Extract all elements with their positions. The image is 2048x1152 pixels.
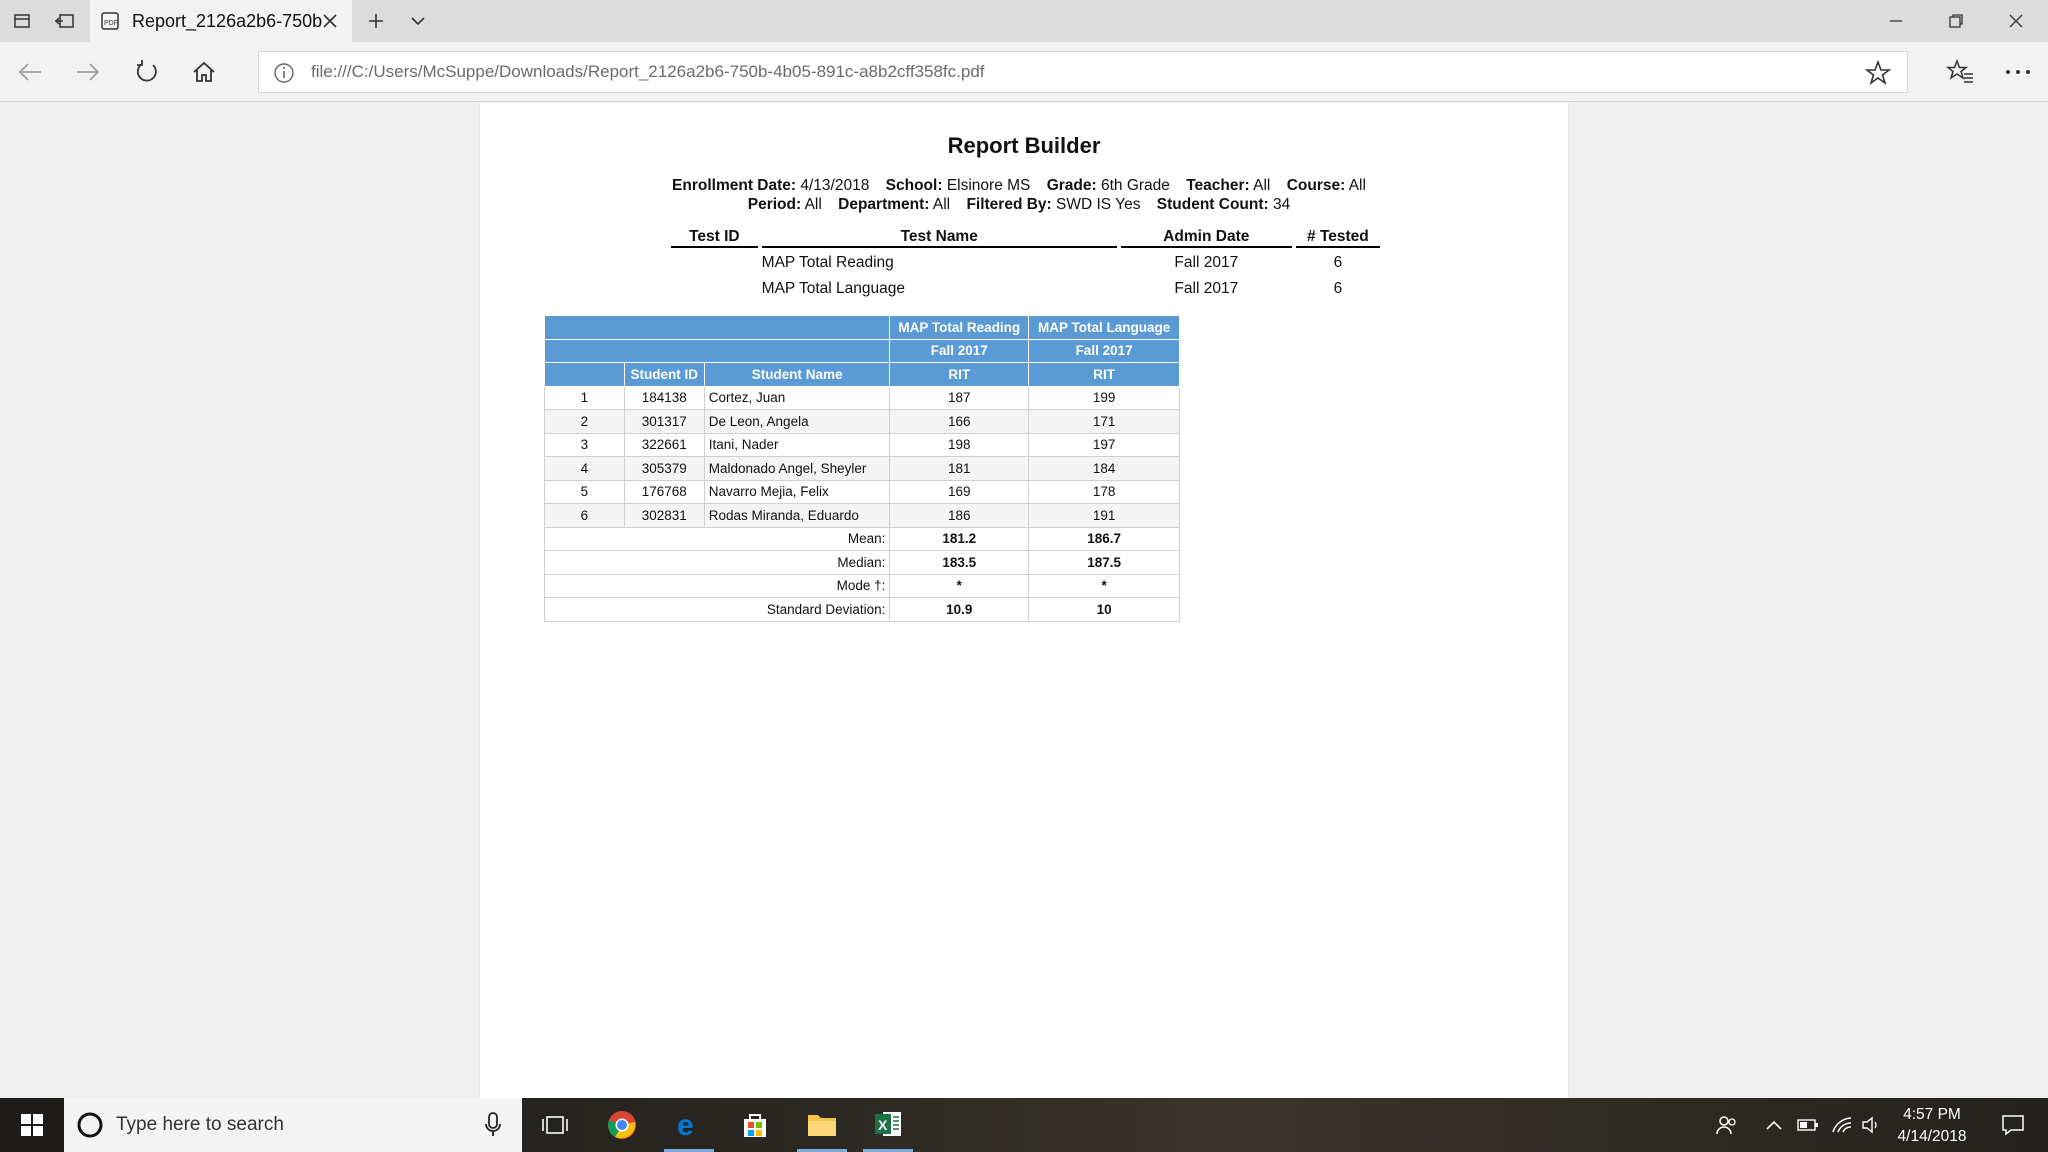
favorite-star-icon[interactable] — [1865, 60, 1891, 91]
meta-label: Grade: — [1046, 177, 1097, 194]
meta-label: Course: — [1286, 177, 1346, 194]
student-id: 322661 — [624, 433, 704, 457]
task-view-icon[interactable] — [530, 1098, 580, 1152]
col-header-student-name: Student Name — [704, 363, 890, 387]
table-row — [671, 274, 1380, 300]
student-scores-table — [544, 315, 1180, 622]
rit-language: 191 — [1029, 504, 1180, 528]
more-options-icon[interactable] — [1996, 50, 2040, 94]
meta-value: All — [1253, 177, 1271, 194]
test-header-language: MAP Total Language — [1029, 316, 1180, 340]
stat-label: Mode †: — [545, 574, 890, 598]
tested-count: 6 — [1333, 254, 1343, 271]
student-id: 176768 — [624, 480, 704, 504]
chrome-icon[interactable] — [597, 1098, 647, 1152]
pdf-icon — [100, 11, 120, 36]
table-row — [545, 457, 1180, 481]
back-icon[interactable] — [8, 50, 52, 94]
meta-value: All — [1348, 177, 1366, 194]
stats-row — [545, 574, 1180, 598]
home-icon[interactable] — [182, 50, 226, 94]
row-number: 5 — [545, 480, 625, 504]
student-id: 301317 — [624, 410, 704, 434]
stat-language: 10 — [1029, 598, 1180, 622]
rit-language: 199 — [1029, 386, 1180, 410]
student-name: Itani, Nader — [704, 433, 890, 457]
microphone-icon[interactable] — [484, 1112, 502, 1143]
url-text: file:///C:/Users/McSuppe/Downloads/Report_2126a2b6-750b-4b05-891c-a8b2cff358fc.pdf — [311, 62, 985, 81]
rit-language: 184 — [1029, 457, 1180, 481]
rit-reading: 166 — [890, 410, 1029, 434]
meta-label: Department: — [838, 196, 930, 213]
table-row — [545, 433, 1180, 457]
header-blank — [545, 316, 890, 340]
tab-manager-icon[interactable] — [0, 0, 44, 42]
people-icon[interactable] — [1706, 1098, 1748, 1152]
action-center-icon[interactable] — [1988, 1098, 2038, 1152]
admin-date: Fall 2017 — [1174, 280, 1239, 297]
windows-start-icon[interactable] — [0, 1098, 64, 1152]
clock-date: 4/14/2018 — [1897, 1128, 1967, 1145]
close-window-icon[interactable] — [1986, 0, 2046, 42]
student-name: De Leon, Angela — [704, 410, 890, 434]
test-name: MAP Total Reading — [761, 254, 894, 271]
student-name: Maldonado Angel, Sheyler — [704, 457, 890, 481]
meta-value: 34 — [1273, 196, 1291, 213]
header-blank — [545, 363, 625, 387]
file-explorer-icon[interactable] — [797, 1098, 847, 1152]
row-number: 3 — [545, 433, 625, 457]
report-title: Report Builder — [947, 133, 1101, 158]
test-header-reading: MAP Total Reading — [890, 316, 1029, 340]
table-row — [545, 386, 1180, 410]
svg-text:e: e — [677, 1108, 694, 1139]
rit-reading: 186 — [890, 504, 1029, 528]
meta-label: Enrollment Date: — [672, 177, 797, 194]
edge-icon[interactable] — [664, 1098, 714, 1152]
minimize-icon[interactable] — [1866, 0, 1926, 42]
table-row — [545, 504, 1180, 528]
stat-reading: 183.5 — [890, 551, 1029, 575]
test-id — [671, 274, 758, 300]
admin-date: Fall 2017 — [1174, 254, 1239, 271]
set-tabs-aside-icon[interactable] — [42, 0, 86, 42]
student-id: 184138 — [624, 386, 704, 410]
col-header-test-name: Test Name — [762, 226, 1117, 248]
pdf-viewer[interactable] — [0, 103, 2048, 1098]
student-id: 305379 — [624, 457, 704, 481]
term-header-language: Fall 2017 — [1029, 339, 1180, 363]
taskbar-search-box[interactable] — [64, 1098, 522, 1152]
navigation-bar — [0, 42, 2048, 102]
col-header-test-id: Test ID — [671, 226, 758, 248]
rit-reading: 169 — [890, 480, 1029, 504]
meta-label: Student Count: — [1156, 196, 1269, 213]
row-number: 4 — [545, 457, 625, 481]
rit-language: 197 — [1029, 433, 1180, 457]
meta-label: Teacher: — [1186, 177, 1250, 194]
site-info-icon[interactable] — [273, 62, 295, 89]
restore-icon[interactable] — [1926, 0, 1986, 42]
clock-time: 4:57 PM — [1903, 1106, 1961, 1123]
test-name: MAP Total Language — [761, 280, 906, 297]
rit-reading: 198 — [890, 433, 1029, 457]
student-id: 302831 — [624, 504, 704, 528]
tab-title: Report_2126a2b6-750b — [132, 11, 323, 31]
header-blank — [545, 339, 890, 363]
meta-value: All — [804, 196, 822, 213]
search-placeholder: Type here to search — [116, 1114, 284, 1135]
stat-language: 187.5 — [1029, 551, 1180, 575]
forward-icon[interactable] — [66, 50, 110, 94]
rit-reading: 187 — [890, 386, 1029, 410]
row-number: 1 — [545, 386, 625, 410]
student-name: Rodas Miranda, Eduardo — [704, 504, 890, 528]
meta-value: Elsinore MS — [946, 177, 1031, 194]
stat-language: * — [1029, 574, 1180, 598]
store-icon[interactable] — [730, 1098, 780, 1152]
pdf-page — [480, 103, 1568, 1098]
close-tab-icon[interactable] — [320, 11, 340, 36]
col-header-student-id: Student ID — [624, 363, 704, 387]
stat-label: Median: — [545, 551, 890, 575]
taskbar — [0, 1098, 2048, 1152]
meta-label: Period: — [747, 196, 802, 213]
col-header-rit-language: RIT — [1029, 363, 1180, 387]
meta-value: 6th Grade — [1100, 177, 1170, 194]
col-header-rit-reading: RIT — [890, 363, 1029, 387]
row-number: 2 — [545, 410, 625, 434]
meta-value: 4/13/2018 — [800, 177, 870, 194]
stat-reading: 181.2 — [890, 527, 1029, 551]
rit-language: 171 — [1029, 410, 1180, 434]
col-header-tested: # Tested — [1296, 226, 1380, 248]
svg-text:PDF: PDF — [104, 20, 118, 27]
excel-icon[interactable] — [863, 1098, 913, 1152]
tested-count: 6 — [1333, 280, 1343, 297]
report-metadata — [660, 176, 1390, 214]
tab-active[interactable] — [90, 0, 352, 42]
meta-value: SWD IS Yes — [1056, 196, 1141, 213]
col-header-admin-date: Admin Date — [1121, 226, 1292, 248]
show-hidden-icons-chevron-icon[interactable] — [1756, 1098, 1792, 1152]
stat-language: 186.7 — [1029, 527, 1180, 551]
svg-text:X: X — [878, 1116, 888, 1133]
meta-label: School: — [885, 177, 943, 194]
table-row — [671, 248, 1380, 274]
title-bar — [0, 0, 2048, 42]
stat-reading: * — [890, 574, 1029, 598]
meta-value: All — [932, 196, 951, 213]
favorites-hub-icon[interactable] — [1938, 50, 1982, 94]
tests-summary — [667, 226, 1384, 300]
rit-language: 178 — [1029, 480, 1180, 504]
refresh-icon[interactable] — [124, 50, 168, 94]
stat-label: Mean: — [545, 527, 890, 551]
stats-row — [545, 527, 1180, 551]
table-row — [545, 480, 1180, 504]
cortana-icon — [76, 1111, 104, 1144]
row-number: 6 — [545, 504, 625, 528]
term-header-reading: Fall 2017 — [890, 339, 1029, 363]
table-row — [545, 410, 1180, 434]
stats-row — [545, 598, 1180, 622]
student-name: Navarro Mejia, Felix — [704, 480, 890, 504]
stats-row — [545, 551, 1180, 575]
student-name: Cortez, Juan — [704, 386, 890, 410]
new-tab-icon[interactable] — [354, 0, 398, 42]
system-clock[interactable] — [1880, 1104, 1984, 1148]
stat-label: Standard Deviation: — [545, 598, 890, 622]
meta-label: Filtered By: — [966, 196, 1052, 213]
wifi-icon[interactable] — [1826, 1098, 1858, 1152]
test-id — [671, 248, 758, 274]
rit-reading: 181 — [890, 457, 1029, 481]
battery-icon[interactable] — [1792, 1098, 1824, 1152]
tab-preview-chevron-icon[interactable] — [396, 0, 440, 42]
stat-reading: 10.9 — [890, 598, 1029, 622]
address-bar[interactable] — [258, 51, 1908, 93]
